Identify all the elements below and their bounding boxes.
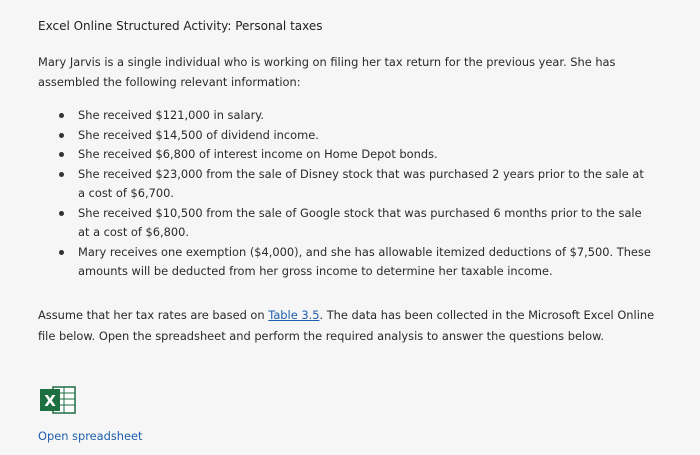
list-item xyxy=(54,145,654,165)
list-item xyxy=(54,165,654,204)
assumption-text-after: . The data has been collected in the Microsoft Excel Online file below. Open the spreadsheet and perform the required analysis to answer the questions below. xyxy=(38,308,655,343)
activity-title: Excel Online Structured Activity: Personal taxes xyxy=(38,19,323,33)
list-item-text: She received $23,000 from the sale of Disney stock that was purchased 2 years prior to the sale at a cost of $6,700. xyxy=(78,166,644,200)
list-item-text: She received $6,800 of interest income on Home Depot bonds. xyxy=(78,147,438,161)
assumption-text-before: Assume that her tax rates are based on xyxy=(38,308,269,322)
list-item-text: She received $121,000 in salary. xyxy=(78,108,265,122)
list-item xyxy=(54,106,654,126)
excel-icon[interactable] xyxy=(40,384,76,416)
bullet-icon xyxy=(59,133,64,138)
intro-paragraph: Mary Jarvis is a single individual who is working on filing her tax return for the previous year. She has assembled the following relevant information: xyxy=(38,55,616,89)
bullet-icon xyxy=(59,250,64,255)
bullet-icon xyxy=(59,172,64,177)
bullet-icon xyxy=(59,113,64,118)
assumption-paragraph xyxy=(38,305,658,347)
open-spreadsheet-link[interactable]: Open spreadsheet xyxy=(38,429,143,443)
list-item-text: Mary receives one exemption ($4,000), and she has allowable itemized deductions of $7,500. These amounts will be deducted from her gross income to determine her taxable income. xyxy=(78,244,651,278)
list-item-text: She received $10,500 from the sale of Google stock that was purchased 6 months prior to the sale at a cost of $6,800. xyxy=(78,205,642,239)
excel-icon-letter: X xyxy=(44,392,56,410)
list-item xyxy=(54,126,654,146)
table-3-5-link[interactable]: Table 3.5 xyxy=(268,308,320,322)
list-item-text: She received $14,500 of dividend income. xyxy=(78,127,319,142)
bullet-icon xyxy=(59,211,64,216)
bullet-icon xyxy=(59,152,64,157)
info-list xyxy=(54,106,654,282)
list-item xyxy=(54,243,654,282)
list-item xyxy=(54,204,654,243)
